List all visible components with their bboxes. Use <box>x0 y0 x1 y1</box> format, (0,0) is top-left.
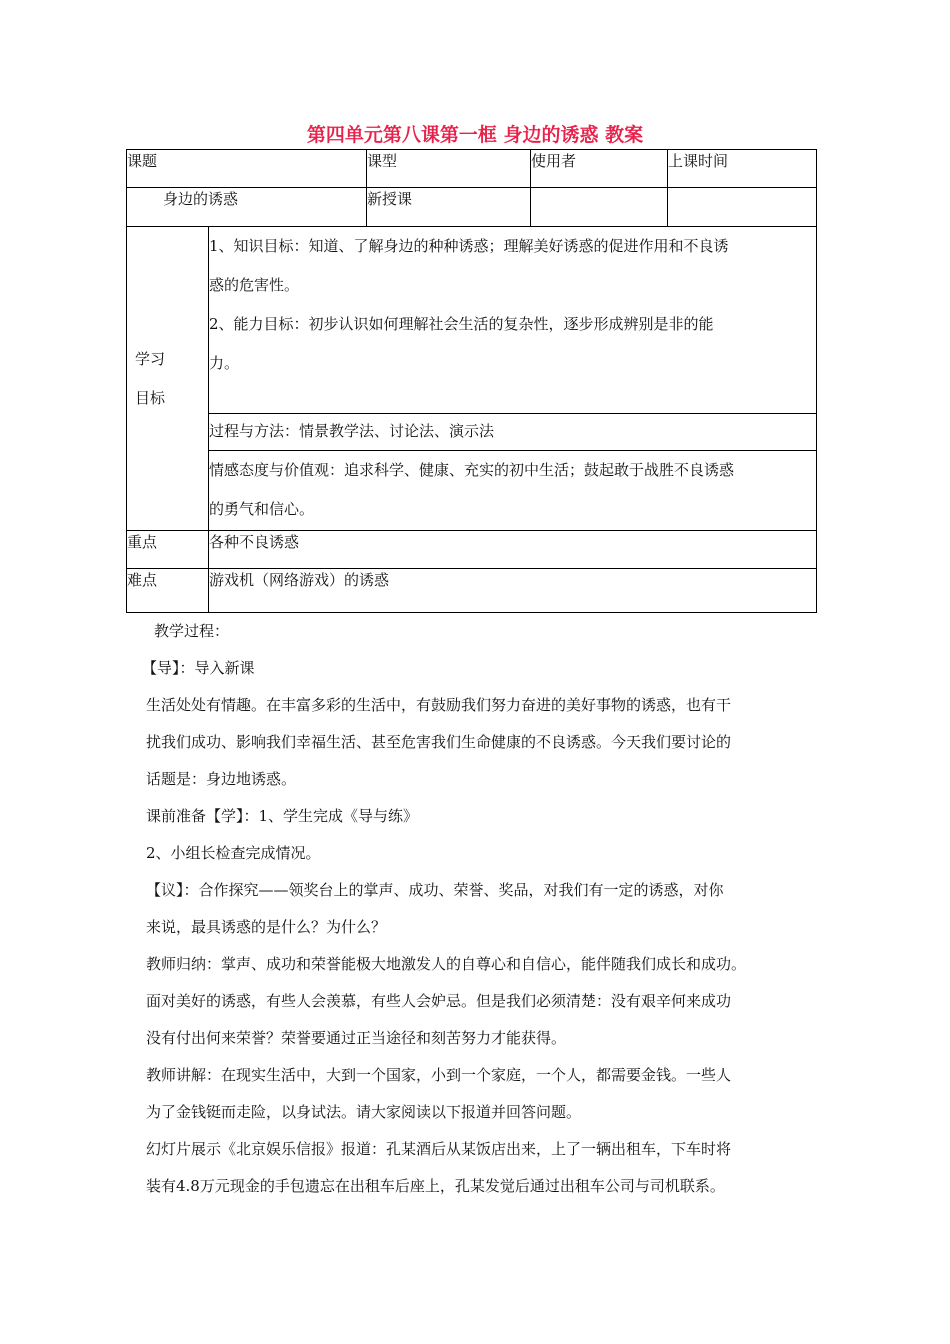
paragraph-line: 生活处处有情趣。在丰富多彩的生活中，有鼓励我们努力奋进的美好事物的诱惑，也有干 <box>146 696 732 714</box>
user-value <box>531 188 668 227</box>
knowledge-ability-goals <box>209 227 817 414</box>
paragraph-line: 来说，最具诱惑的是什么？为什么？ <box>146 918 387 936</box>
goal-ability-line1: 2、能力目标：初步认识如何理解社会生活的复杂性，逐步形成辨别是非的能 <box>209 315 714 333</box>
attitude-values <box>209 451 817 531</box>
goals-label-line1: 学习 <box>135 349 166 368</box>
process-method-text: 过程与方法：情景教学法、讨论法、演示法 <box>209 422 495 440</box>
document-title: 第四单元第八课第一框 身边的诱惑 教案 <box>306 124 644 146</box>
difficult-point-label: 难点 <box>127 569 209 613</box>
goals-label-line2: 目标 <box>135 388 166 407</box>
lesson-plan-table <box>126 149 817 613</box>
goals-label <box>127 227 209 531</box>
teaching-process <box>142 613 826 1205</box>
header-user: 使用者 <box>531 150 668 188</box>
attitude-line2: 的勇气和信心。 <box>209 500 315 518</box>
header-time: 上课时间 <box>668 150 817 188</box>
header-topic: 课题 <box>127 150 367 188</box>
process-heading: 教学过程： <box>154 622 230 640</box>
paragraph-line: 教师讲解：在现实生活中，大到一个国家，小到一个家庭，一个人，都需要金钱。一些人 <box>146 1066 732 1084</box>
attitude-line1: 情感态度与价值观：追求科学、健康、充实的初中生活；鼓起敢于战胜不良诱惑 <box>209 461 735 479</box>
header-type: 课型 <box>367 150 531 188</box>
paragraph-line: 2、小组长检查完成情况。 <box>146 844 321 862</box>
intro-heading: 【导】：导入新课 <box>142 659 255 677</box>
goal-knowledge-line1: 1、知识目标：知道、了解身边的种种诱惑；理解美好诱惑的促进作用和不良诱 <box>209 237 729 255</box>
process-method <box>209 414 817 451</box>
paragraph-line: 为了金钱铤而走险，以身试法。请大家阅读以下报道并回答问题。 <box>146 1103 582 1121</box>
key-point-label: 重点 <box>127 531 209 569</box>
paragraph-line: 幻灯片展示《北京娱乐信报》报道：孔某酒后从某饭店出来，上了一辆出租车，下车时将 <box>146 1140 732 1158</box>
topic-value: 身边的诱惑 <box>127 188 367 227</box>
paragraph-line: 扰我们成功、影响我们幸福生活、甚至危害我们生命健康的不良诱惑。今天我们要讨论的 <box>146 733 732 751</box>
paragraph-line: 话题是：身边地诱惑。 <box>146 770 297 788</box>
paragraph-line: 【议】：合作探究——领奖台上的掌声、成功、荣誉、奖品，对我们有一定的诱惑，对你 <box>146 881 724 899</box>
goal-ability-line2: 力。 <box>209 354 240 372</box>
goal-knowledge-line2: 惑的危害性。 <box>209 276 300 294</box>
paragraph-line: 课前准备【学】：1、学生完成《导与练》 <box>146 807 419 825</box>
key-point-value: 各种不良诱惑 <box>209 531 817 569</box>
difficult-point-value: 游戏机（网络游戏）的诱惑 <box>209 569 817 613</box>
paragraph-line: 没有付出何来荣誉？荣誉要通过正当途径和刻苦努力才能获得。 <box>146 1029 567 1047</box>
paragraph-line: 装有4.8万元现金的手包遗忘在出租车后座上，孔某发觉后通过出租车公司与司机联系。 <box>146 1177 725 1195</box>
time-value <box>668 188 817 227</box>
paragraph-line: 面对美好的诱惑，有些人会羡慕，有些人会妒忌。但是我们必须清楚：没有艰辛何来成功 <box>146 992 732 1010</box>
paragraph-line: 教师归纳：掌声、成功和荣誉能极大地激发人的自尊心和自信心，能伴随我们成长和成功。 <box>146 955 747 973</box>
type-value: 新授课 <box>367 188 531 227</box>
